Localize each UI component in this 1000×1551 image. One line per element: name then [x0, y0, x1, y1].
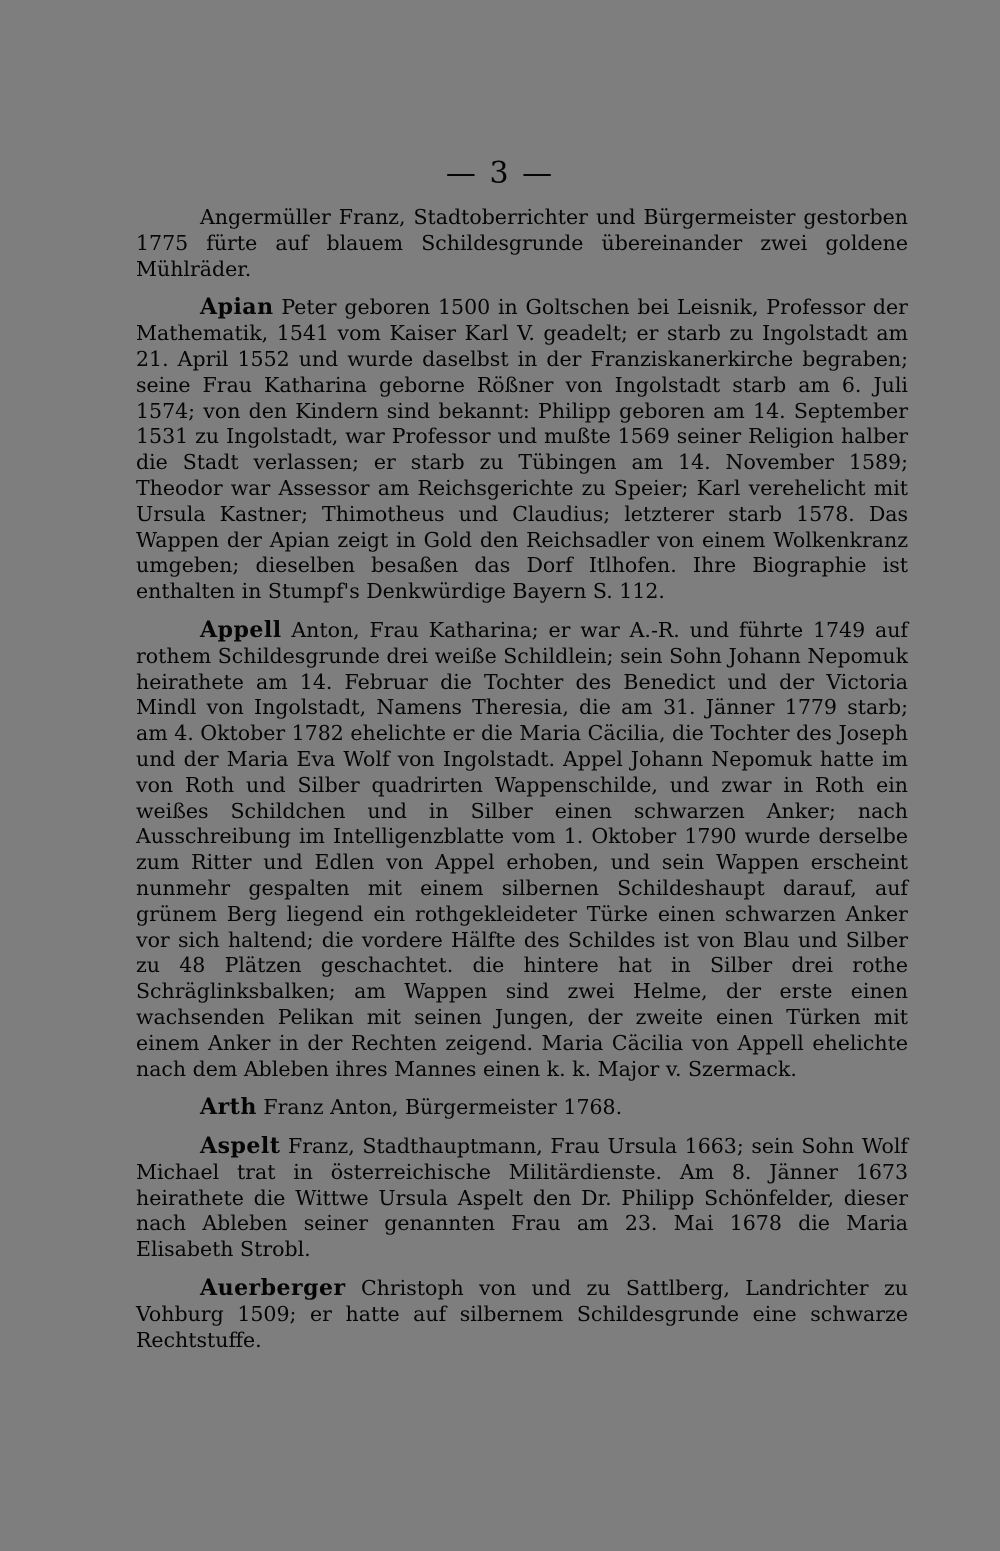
- entry-auerberger: [136, 1276, 908, 1353]
- entries-text-block: [136, 205, 908, 1366]
- entry-surname: Appell: [200, 616, 282, 643]
- entry-text: Peter geboren 1500 in Goltschen bei Leisnik, Professor der Mathematik, 1541 vom Kaiser Karl V. geadelt; er starb zu Ingolstadt am 21. April 1552 und wurde daselbst in der Franziskanerkirche begraben; seine Frau Katharina geborne Rößner von Ingolstadt starb am 6. Juli 1574; von den Kindern sind bekannt: Philipp geboren am 14. September 1531 zu Ingolstadt, war Professor und mußte 1569 seiner Religion halber die Stadt verlassen; er starb zu Tübingen am 14. November 1589; Theodor war Assessor am Reichsgerichte zu Speier; Karl verehelicht mit Ursula Kastner; Thimotheus und Claudius; letzterer starb 1578. Das Wappen der Apian zeigt in Gold den Reichsadler von einem Wolkenkranz umgeben; dieselben besaßen das Dorf Itlhofen. Ihre Biographie ist enthalten in Stumpf's Denkwürdige Bayern S. 112.: [136, 295, 908, 604]
- entry-text: Christoph von und zu Sattlberg, Landrichter zu Vohburg 1509; er hatte auf silbernem Schildesgrunde eine schwarze Rechtstuffe.: [136, 1276, 908, 1352]
- entry-surname: Arth: [200, 1094, 257, 1121]
- entry-appell: [136, 618, 908, 1082]
- entry-text: Franz Anton, Bürgermeister 1768.: [263, 1095, 623, 1120]
- entry-text: Anton, Frau Katharina; er war A.-R. und führte 1749 auf rothem Schildesgrunde drei weiße Schildlein; sein Sohn Johann Nepomuk heirathete am 14. Februar die Tochter des Benedict und der Victoria Mindl von Ingolstadt, Namens Theresia, die am 31. Jänner 1779 starb; am 4. Oktober 1782 ehelichte er die Maria Cäcilia, die Tochter des Joseph und der Maria Eva Wolf von Ingolstadt. Appel Johann Nepomuk hatte im von Roth und Silber quadrirten Wappenschilde, und zwar in Roth ein weißes Schildchen und in Silber einen schwarzen Anker; nach Ausschreibung im Intelligenzblatte vom 1. Oktober 1790 wurde derselbe zum Ritter und Edlen von Appel erhoben, und sein Wappen erscheint nunmehr gespalten mit einem silbernen Schildeshaupt darauf, auf grünem Berg liegend ein rothgekleideter Türke einen schwarzen Anker vor sich haltend; die vordere Hälfte des Schildes ist von Blau und Silber zu 48 Plätzen geschachtet. die hintere hat in Silber drei rothe Schräglinksbalken; am Wappen sind zwei Helme, der erste einen wachsenden Pelikan mit seinen Jungen, der zweite einen Türken mit einem Anker in der Rechten zeigend. Maria Cäcilia von Appell ehelichte nach dem Ableben ihres Mannes einen k. k. Major v. Szermack.: [136, 617, 908, 1081]
- entry-arth: [136, 1095, 908, 1121]
- entry-angermueller: [136, 205, 908, 282]
- entry-surname: Aspelt: [200, 1133, 281, 1160]
- entry-aspelt: [136, 1134, 908, 1263]
- entry-surname: Apian: [200, 294, 274, 321]
- page-number: — 3 —: [445, 156, 555, 191]
- entry-apian: [136, 295, 908, 605]
- entry-text: Franz, Stadthauptmann, Frau Ursula 1663; sein Sohn Wolf Michael trat in österreichische Militärdienste. Am 8. Jänner 1673 heirathete die Wittwe Ursula Aspelt den Dr. Philipp Schönfelder, dieser nach Ableben seiner genannten Frau am 23. Mai 1678 die Maria Elisabeth Strobl.: [136, 1134, 908, 1262]
- entry-surname: Auerberger: [200, 1275, 346, 1302]
- entry-text: Angermüller Franz, Stadtoberrichter und Bürgermeister gestorben 1775 fürte auf blauem Schildesgrunde übereinander zwei goldene Mühlräder.: [136, 205, 908, 281]
